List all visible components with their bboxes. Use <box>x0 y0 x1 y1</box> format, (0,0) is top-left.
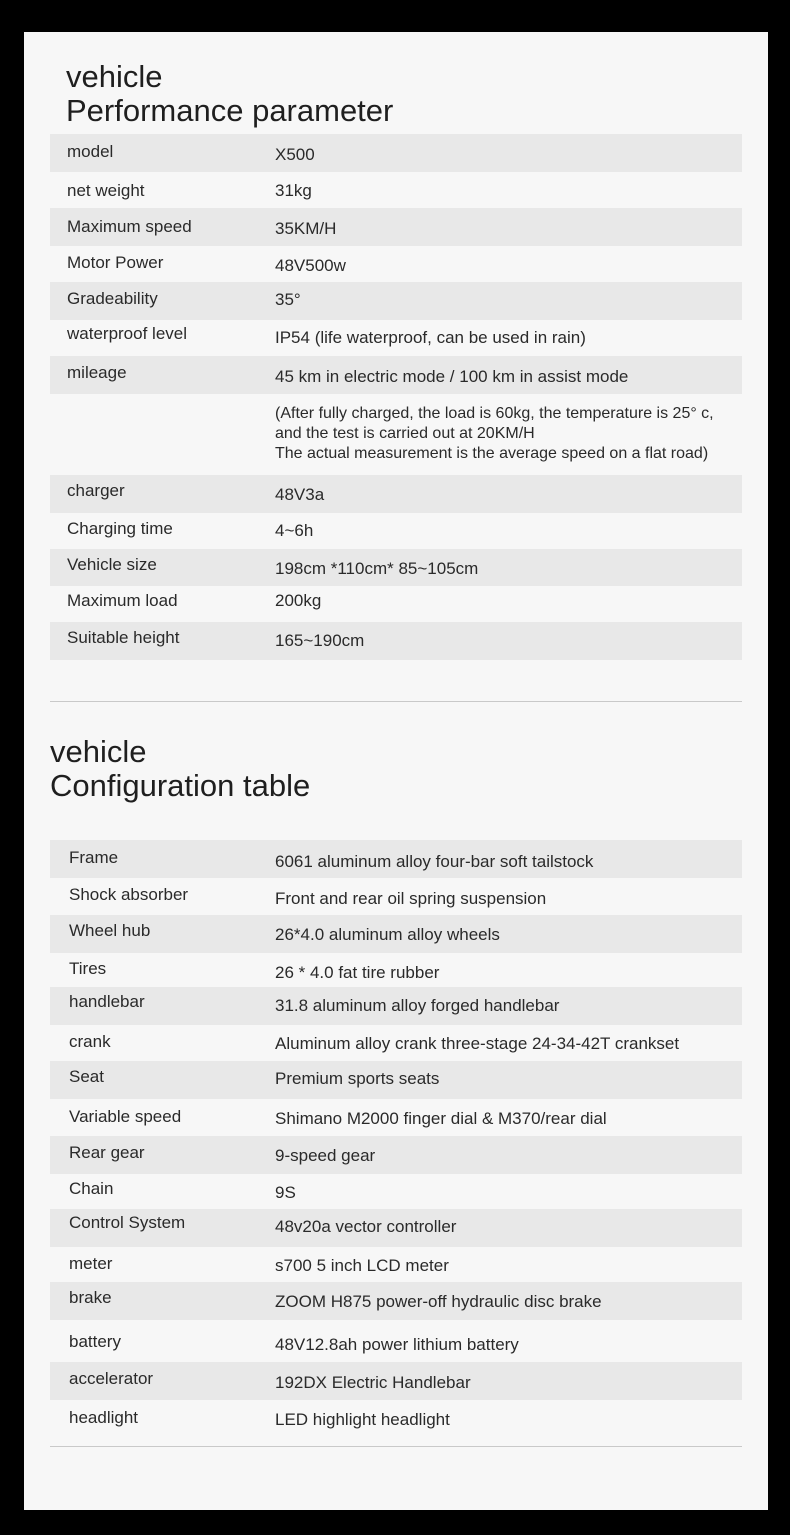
row-value: 200kg <box>275 591 322 610</box>
row-label: meter <box>69 1254 113 1273</box>
performance-row-net-weight <box>50 172 742 208</box>
config-row-control-system <box>50 1209 742 1247</box>
config-row-meter <box>50 1247 742 1282</box>
row-label: Charging time <box>67 519 173 538</box>
config-row-battery <box>50 1320 742 1362</box>
row-value: 48V500w <box>275 256 346 275</box>
row-value: 192DX Electric Handlebar <box>275 1373 471 1392</box>
config-row-handlebar <box>50 987 742 1025</box>
row-label: Shock absorber <box>69 885 189 904</box>
row-value: Front and rear oil spring suspension <box>275 889 547 908</box>
config-row-rear-gear <box>50 1136 742 1174</box>
config-row-frame <box>50 840 742 878</box>
row-label: Rear gear <box>69 1143 145 1162</box>
row-value: Premium sports seats <box>275 1069 440 1088</box>
performance-title-line1: vehicle <box>66 59 163 94</box>
row-value: LED highlight headlight <box>275 1410 450 1429</box>
row-value: 48V3a <box>275 485 325 504</box>
row-label: charger <box>67 481 125 500</box>
performance-row-vehicle-size <box>50 549 742 586</box>
config-row-seat <box>50 1061 742 1099</box>
bottom-divider <box>50 1446 742 1447</box>
row-value: X500 <box>275 145 315 164</box>
config-row-shock-absorber <box>50 878 742 915</box>
row-value: ZOOM H875 power-off hydraulic disc brake <box>275 1292 602 1311</box>
row-value: 6061 aluminum alloy four-bar soft tailstock <box>275 852 594 871</box>
row-value: 165~190cm <box>275 631 365 650</box>
performance-title <box>66 60 393 128</box>
performance-row-waterproof <box>50 320 742 356</box>
row-label: model <box>67 142 114 161</box>
performance-row-suitable-height <box>50 622 742 660</box>
row-label: Tires <box>69 959 107 978</box>
performance-title-line2: Performance parameter <box>66 93 394 128</box>
row-value: 35KM/H <box>275 219 337 238</box>
row-label: accelerator <box>69 1369 154 1388</box>
performance-row-mileage <box>50 356 742 394</box>
row-value: Aluminum alloy crank three-stage 24-34-42T crankset <box>275 1034 680 1053</box>
config-row-chain <box>50 1174 742 1209</box>
row-value: 48v20a vector controller <box>275 1217 457 1236</box>
row-value: s700 5 inch LCD meter <box>275 1256 449 1275</box>
row-label: battery <box>69 1332 121 1351</box>
config-row-headlight <box>50 1400 742 1436</box>
row-label: waterproof level <box>67 324 188 343</box>
row-label: Suitable height <box>67 628 180 647</box>
config-row-wheel-hub <box>50 915 742 953</box>
row-label: Vehicle size <box>67 555 157 574</box>
row-label: brake <box>69 1288 112 1307</box>
row-value: 198cm *110cm* 85~105cm <box>275 559 479 578</box>
row-label: handlebar <box>69 992 145 1011</box>
row-label: mileage <box>67 363 127 382</box>
row-value: 26*4.0 aluminum alloy wheels <box>275 925 500 944</box>
row-value: 45 km in electric mode / 100 km in assist mode <box>275 367 629 386</box>
configuration-title-line1: vehicle <box>50 734 147 769</box>
row-label: Seat <box>69 1067 104 1086</box>
row-label: Gradeability <box>67 289 158 308</box>
performance-row-charging-time <box>50 513 742 549</box>
config-row-brake <box>50 1282 742 1320</box>
row-value: 31.8 aluminum alloy forged handlebar <box>275 996 560 1015</box>
config-row-crank <box>50 1025 742 1061</box>
mileage-note <box>275 404 714 464</box>
performance-row-gradeability <box>50 282 742 320</box>
config-row-tires <box>50 953 742 987</box>
row-label: Wheel hub <box>69 921 151 940</box>
config-row-variable-speed <box>50 1099 742 1136</box>
row-label: Variable speed <box>69 1107 182 1126</box>
row-value: IP54 (life waterproof, can be used in rain) <box>275 328 586 347</box>
row-label: Maximum speed <box>67 217 192 236</box>
mileage-note-line: The actual measurement is the average speed on a flat road) <box>275 445 709 462</box>
row-label: net weight <box>67 181 145 200</box>
performance-row-max-speed <box>50 208 742 246</box>
row-label: Chain <box>69 1179 114 1198</box>
mileage-note-line: and the test is carried out at 20KM/H <box>275 425 535 442</box>
config-row-accelerator <box>50 1362 742 1400</box>
row-label: Maximum load <box>67 591 178 610</box>
row-value: 48V12.8ah power lithium battery <box>275 1335 519 1354</box>
configuration-title-line2: Configuration table <box>50 768 311 803</box>
row-value: 9S <box>275 1183 296 1202</box>
configuration-title <box>50 735 310 803</box>
performance-row-max-load <box>50 586 742 622</box>
row-value: 35° <box>275 290 301 309</box>
performance-row-model <box>50 134 742 172</box>
row-label: Control System <box>69 1213 186 1232</box>
performance-row-charger <box>50 475 742 513</box>
spec-sheet-card <box>24 32 768 1510</box>
mileage-note-line: (After fully charged, the load is 60kg, the temperature is 25° c, <box>275 405 714 422</box>
performance-row-motor-power <box>50 246 742 282</box>
row-label: Motor Power <box>67 253 164 272</box>
row-label: Frame <box>69 848 119 867</box>
section-divider <box>50 701 742 702</box>
row-value: 9-speed gear <box>275 1146 376 1165</box>
row-label: headlight <box>69 1408 139 1427</box>
row-label: crank <box>69 1032 111 1051</box>
row-value: 26 * 4.0 fat tire rubber <box>275 963 440 982</box>
row-value: 4~6h <box>275 521 314 540</box>
row-value: Shimano M2000 finger dial & M370/rear dial <box>275 1109 607 1128</box>
row-value: 31kg <box>275 181 312 200</box>
